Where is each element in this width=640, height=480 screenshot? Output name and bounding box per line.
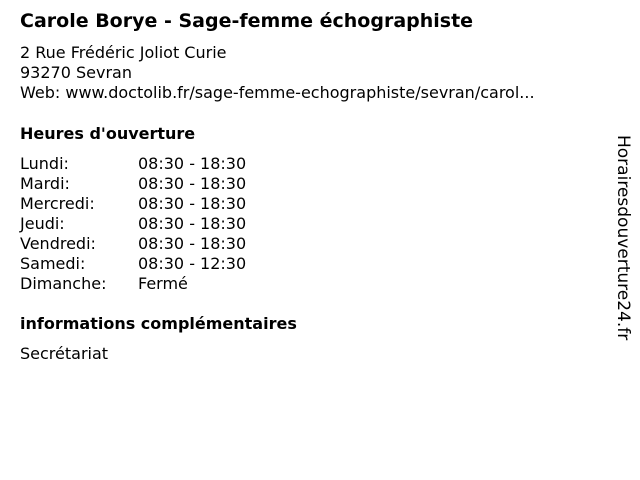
hours-row-mercredi	[20, 194, 246, 214]
time-value: 08:30 - 18:30	[138, 154, 247, 173]
day-label: Vendredi:	[20, 234, 96, 253]
site-watermark: Horairesdouverture24.fr	[613, 135, 633, 341]
additional-info-heading: informations complémentaires	[20, 314, 297, 333]
day-label: Jeudi:	[20, 214, 65, 233]
time-value: 08:30 - 18:30	[138, 214, 247, 233]
day-label: Mercredi:	[20, 194, 95, 213]
day-label: Samedi:	[20, 254, 86, 273]
address-city: 93270 Sevran	[20, 63, 132, 82]
time-value: 08:30 - 12:30	[138, 254, 247, 273]
opening-hours-heading: Heures d'ouverture	[20, 124, 196, 143]
address-street: 2 Rue Frédéric Joliot Curie	[20, 43, 227, 62]
time-value: Fermé	[138, 274, 188, 293]
time-value: 08:30 - 18:30	[138, 194, 247, 213]
hours-row-lundi	[20, 154, 246, 174]
hours-row-vendredi	[20, 234, 246, 254]
day-label: Dimanche:	[20, 274, 107, 293]
hours-row-jeudi	[20, 214, 246, 234]
day-label: Lundi:	[20, 154, 69, 173]
website-link[interactable]: Web: www.doctolib.fr/sage-femme-echographiste/sevran/carol...	[20, 83, 535, 102]
additional-info-text: Secrétariat	[20, 344, 109, 363]
hours-row-samedi	[20, 254, 246, 274]
page-title: Carole Borye - Sage-femme échographiste	[20, 10, 474, 32]
hours-row-dimanche	[20, 274, 246, 294]
opening-hours-table	[20, 154, 246, 294]
hours-row-mardi	[20, 174, 246, 194]
day-label: Mardi:	[20, 174, 70, 193]
time-value: 08:30 - 18:30	[138, 174, 247, 193]
time-value: 08:30 - 18:30	[138, 234, 247, 253]
address-block	[20, 43, 535, 103]
